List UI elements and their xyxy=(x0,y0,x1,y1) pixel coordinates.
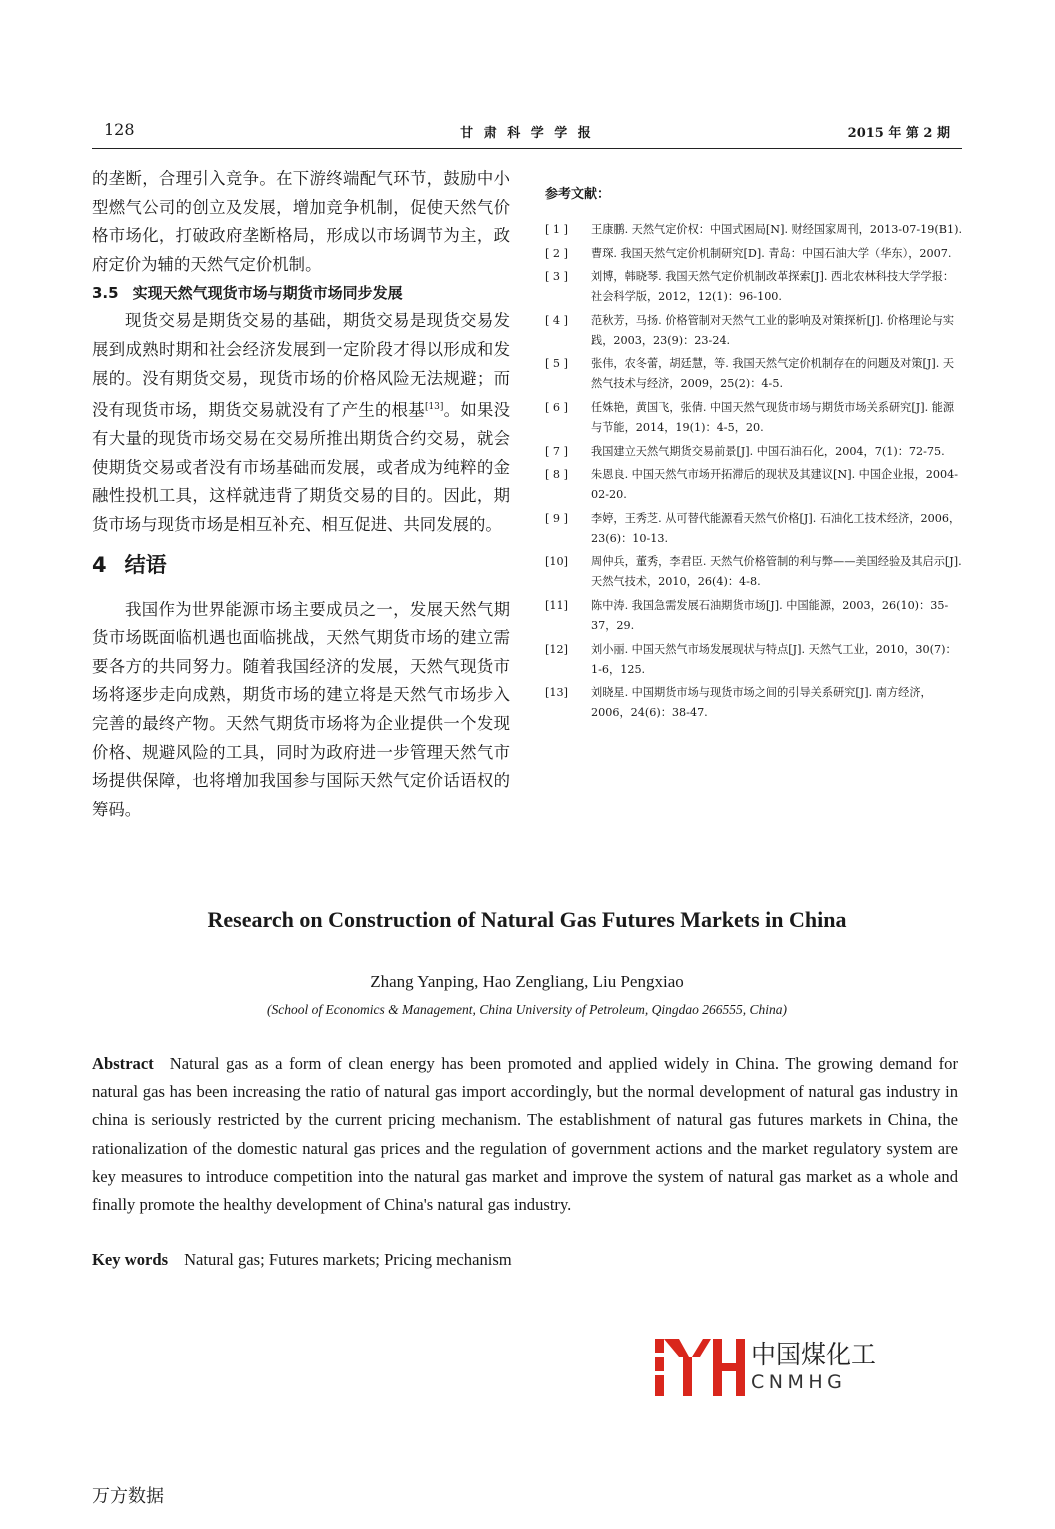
reference-text: 我国建立天然气期货交易前景[J]. 中国石油石化，2004，7(1)：72-75. xyxy=(591,444,945,458)
reference-number: [13] xyxy=(545,686,568,700)
reference-item xyxy=(545,596,965,636)
reference-item xyxy=(545,244,965,264)
paragraph-text: 。如果没有大量的现货市场交易在交易所推出期货合约交易，就会使期货交易或者没有市场基础而发展，或者成为纯粹的金融性投机工具，这样就违背了期货交易的目的。因此，期货市场与现货市场是相互补充、相互促进、共同发展的。 xyxy=(92,400,511,534)
section-number: 4 xyxy=(92,552,107,577)
reference-text: 王康鹏. 天然气定价权：中国式困局[N]. 财经国家周刊，2013-07-19(B1). xyxy=(591,223,962,236)
reference-item xyxy=(545,267,965,307)
reference-text: 张伟，农冬蕾，胡廷慧，等. 我国天然气定价机制存在的问题及对策[J]. 天然气技术与经济，2009，25(2)：4-5. xyxy=(591,357,955,391)
body-paragraph-1: 的垄断，合理引入竞争。在下游终端配气环节，鼓励中小型燃气公司的创立及发展，增加竞争机制，促使天然气价格市场化，打破政府垄断格局，形成以市场调节为主，政府定价为辅的天然气定价机制。 xyxy=(92,169,510,274)
logo-text-english: CNMHG xyxy=(751,1371,847,1393)
cnmhg-logo xyxy=(655,1335,877,1400)
english-abstract xyxy=(92,1050,958,1219)
reference-text: 陈中涛. 我国急需发展石油期货市场[J]. 中国能源，2003，26(10)：35-37，29. xyxy=(591,598,949,632)
reference-text: 李婷，王秀芝. 从可替代能源看天然气价格[J]. 石油化工技术经济，2006，23(6)：10-13. xyxy=(591,511,961,545)
reference-number: [11] xyxy=(545,598,568,612)
reference-text: 刘博，韩晓琴. 我国天然气定价机制改革探索[J]. 西北农林科技大学学报：社会科学版，2012，12(1)：96-100. xyxy=(591,270,955,304)
subsection-number: 3.5 xyxy=(92,284,119,303)
references-column xyxy=(545,183,965,727)
footer-watermark: 万方数据 xyxy=(92,1486,164,1507)
reference-text: 朱恩良. 中国天然气市场开拓滞后的现状及其建议[N]. 中国企业报，2004-02-20. xyxy=(591,468,959,502)
logo-mark-icon xyxy=(655,1335,747,1400)
abstract-text: Natural gas as a form of clean energy has been promoted and applied widely in China. The growing demand for natural gas has been increasing the ratio of natural gas import accordingly, but the normal development of natural gas industry in china is seriously restricted by the current pricing mechanism. The establishment of natural gas futures markets in China, the rationalization of the domestic natural gas prices and the regulation of government actions and the market regulatory system are key measures to introduce competition into the natural gas market and improve the system of natural gas market as a whole and finally promote the healthy development of China's natural gas industry. xyxy=(92,1054,958,1215)
journal-issue: 2015 年 第 2 期 xyxy=(847,126,950,141)
reference-text: 曹琛. 我国天然气定价机制研究[D]. 青岛：中国石油大学（华东），2007. xyxy=(591,246,952,260)
reference-item xyxy=(545,552,965,592)
reference-item xyxy=(545,311,965,351)
left-column xyxy=(92,165,510,824)
reference-text: 刘晓星. 中国期货市场与现货市场之间的引导关系研究[J]. 南方经济，2006，24(6)：38-47. xyxy=(591,686,932,720)
reference-item xyxy=(545,683,965,723)
reference-number: [ 2 ] xyxy=(545,246,568,260)
reference-number: [ 6 ] xyxy=(545,400,568,414)
reference-number: [ 5 ] xyxy=(545,357,568,371)
reference-number: [ 9 ] xyxy=(545,511,568,525)
reference-number: [10] xyxy=(545,555,568,569)
references-title: 参考文献： xyxy=(545,187,611,202)
reference-number: [ 4 ] xyxy=(545,313,568,327)
reference-number: [12] xyxy=(545,642,568,656)
reference-text: 刘小丽. 中国天然气市场发展现状与特点[J]. 天然气工业，2010，30(7)：1-6，125. xyxy=(591,642,957,676)
keywords-text: Natural gas; Futures markets; Pricing mechanism xyxy=(184,1250,512,1269)
section-heading xyxy=(92,548,510,582)
reference-number: [ 3 ] xyxy=(545,270,568,284)
citation-13: [13] xyxy=(424,402,444,413)
reference-number: [ 1 ] xyxy=(545,223,568,236)
section-title: 结语 xyxy=(124,552,167,577)
subsection-heading xyxy=(92,279,510,307)
subsection-title: 实现天然气现货市场与期货市场同步发展 xyxy=(132,284,403,303)
english-keywords xyxy=(92,1250,958,1270)
logo-text-chinese: 中国煤化工 xyxy=(751,1340,877,1369)
paragraph-text: 现货交易是期货交易的基础，期货交易是现货交易发展到成熟时期和社会经济发展到一定阶段才得以形成和发展的。没有期货交易，现货市场的价格风险无法规避；而没有现货市场，期货交易就没有了产生的根基 xyxy=(92,311,510,420)
reference-item xyxy=(545,465,965,505)
reference-number: [ 7 ] xyxy=(545,444,568,458)
reference-item xyxy=(545,442,965,462)
reference-item xyxy=(545,640,965,680)
reference-text: 任姝艳，黄国飞，张倩. 中国天然气现货市场与期货市场关系研究[J]. 能源与节能，2014，19(1)：4-5，20. xyxy=(591,400,955,434)
page-header xyxy=(92,120,962,149)
reference-item xyxy=(545,220,965,240)
journal-name: 甘 肃 科 学 学 报 xyxy=(460,126,594,141)
reference-item xyxy=(545,509,965,549)
reference-item xyxy=(545,398,965,438)
english-authors: Zhang Yanping, Hao Zengliang, Liu Pengxiao xyxy=(370,972,684,991)
reference-number: [ 8 ] xyxy=(545,468,568,482)
english-title: Research on Construction of Natural Gas Futures Markets in China xyxy=(207,907,847,932)
reference-list xyxy=(545,220,965,723)
reference-item xyxy=(545,354,965,394)
keywords-label: Key words xyxy=(92,1250,169,1269)
abstract-label: Abstract xyxy=(92,1054,154,1073)
page-number: 128 xyxy=(104,120,135,139)
reference-text: 周仲兵，董秀，李君臣. 天然气价格管制的利与弊——美国经验及其启示[J]. 天然气技术，2010，26(4)：4-8. xyxy=(591,555,962,589)
body-paragraph-2 xyxy=(92,307,510,539)
english-affiliation: (School of Economics & Management, China University of Petroleum, Qingdao 266555, China) xyxy=(267,1002,787,1017)
body-paragraph-3: 我国作为世界能源市场主要成员之一，发展天然气期货市场既面临机遇也面临挑战，天然气期货市场的建立需要各方的共同努力。随着我国经济的发展，天然气现货市场将逐步走向成熟，期货市场的建立将是天然气市场步入完善的最终产物。天然气期货市场将为企业提供一个发现价格、规避风险的工具，同时为政府进一步管理天然气市场提供保障，也将增加我国参与国际天然气定价话语权的筹码。 xyxy=(92,599,510,819)
reference-text: 范秋芳，马扬. 价格管制对天然气工业的影响及对策探析[J]. 价格理论与实践，2003，23(9)：23-24. xyxy=(591,313,955,347)
